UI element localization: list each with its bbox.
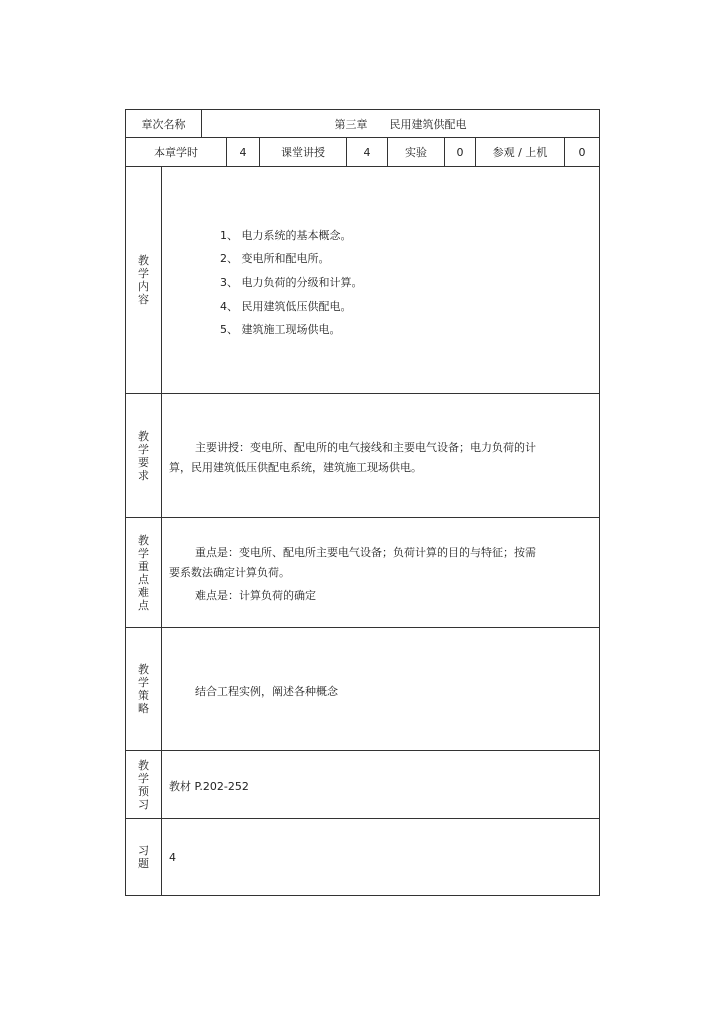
visit-value: 0 [578, 145, 586, 159]
lab-label-cell [388, 138, 444, 166]
chapter-hours-label-cell [126, 138, 226, 166]
content-item-1: 1、 电力系统的基本概念。 [220, 229, 352, 242]
content-item-2: 2、 变电所和配电所。 [220, 252, 330, 265]
content-item-5: 5、 建筑施工现场供电。 [220, 323, 341, 336]
chapter-hours-value: 4 [239, 145, 247, 159]
key-points-line-3: 难点是：计算负荷的确定 [195, 589, 316, 602]
teaching-strategy-label: 教学策略 [138, 663, 149, 715]
exercises-label-cell [126, 819, 162, 895]
teaching-content-label-cell [126, 167, 162, 393]
visit-value-cell [565, 138, 599, 166]
lab-value: 0 [456, 145, 464, 159]
chapter-hours-label: 本章学时 [154, 146, 198, 159]
teaching-requirements-label: 教学要求 [138, 429, 149, 482]
exercises-body [163, 819, 599, 895]
lab-value-cell [445, 138, 475, 166]
lab-label: 实验 [405, 146, 427, 159]
key-points-label: 教学重点难点 [138, 533, 149, 612]
key-points-line-2: 要系数法确定计算负荷。 [169, 566, 290, 579]
teaching-requirements-label-cell [126, 394, 162, 517]
hours-row [125, 138, 600, 167]
teaching-content-label: 教学内容 [138, 254, 149, 306]
key-points-body [163, 518, 599, 627]
teaching-content-row [125, 167, 600, 394]
chapter-title: 第三章 民用建筑供配电 [334, 117, 467, 131]
content-item-3: 3、 电力负荷的分级和计算。 [220, 276, 363, 289]
chapter-label-cell [126, 110, 201, 137]
visit-label-cell [476, 138, 564, 166]
teaching-preview-row [125, 751, 600, 819]
exercises-label: 习题 [138, 844, 149, 870]
requirements-line-1: 主要讲授：变电所、配电所的电气接线和主要电气设备；电力负荷的计 [195, 441, 536, 454]
teaching-content-body [163, 167, 599, 393]
visit-label: 参观 / 上机 [492, 146, 548, 159]
key-points-label-cell [126, 518, 162, 627]
chapter-title-row [125, 109, 600, 138]
chapter-title-cell [202, 110, 599, 137]
teaching-strategy-body [163, 628, 599, 750]
teaching-requirements-body [163, 394, 599, 517]
teaching-strategy-label-cell [126, 628, 162, 750]
teaching-preview-label-cell [126, 751, 162, 818]
lecture-label-cell [260, 138, 346, 166]
exercises-text: 4 [169, 851, 176, 864]
key-points-line-1: 重点是：变电所、配电所主要电气设备；负荷计算的目的与特征；按需 [195, 546, 536, 559]
teaching-preview-body [163, 751, 599, 818]
key-points-row [125, 518, 600, 628]
lecture-value: 4 [363, 145, 371, 159]
lecture-value-cell [347, 138, 387, 166]
chapter-label: 章次名称 [141, 117, 186, 131]
preview-text: 教材 P.202-252 [169, 780, 249, 793]
teaching-requirements-row [125, 394, 600, 518]
content-item-4: 4、 民用建筑低压供配电。 [220, 300, 352, 313]
exercises-row [125, 819, 600, 896]
requirements-line-2: 算，民用建筑低压供配电系统，建筑施工现场供电。 [169, 461, 422, 474]
teaching-strategy-row [125, 628, 600, 751]
strategy-text: 结合工程实例，阐述各种概念 [195, 685, 338, 698]
teaching-preview-label: 教学预习 [138, 758, 149, 811]
chapter-hours-value-cell [227, 138, 259, 166]
lecture-label: 课堂讲授 [281, 146, 325, 159]
